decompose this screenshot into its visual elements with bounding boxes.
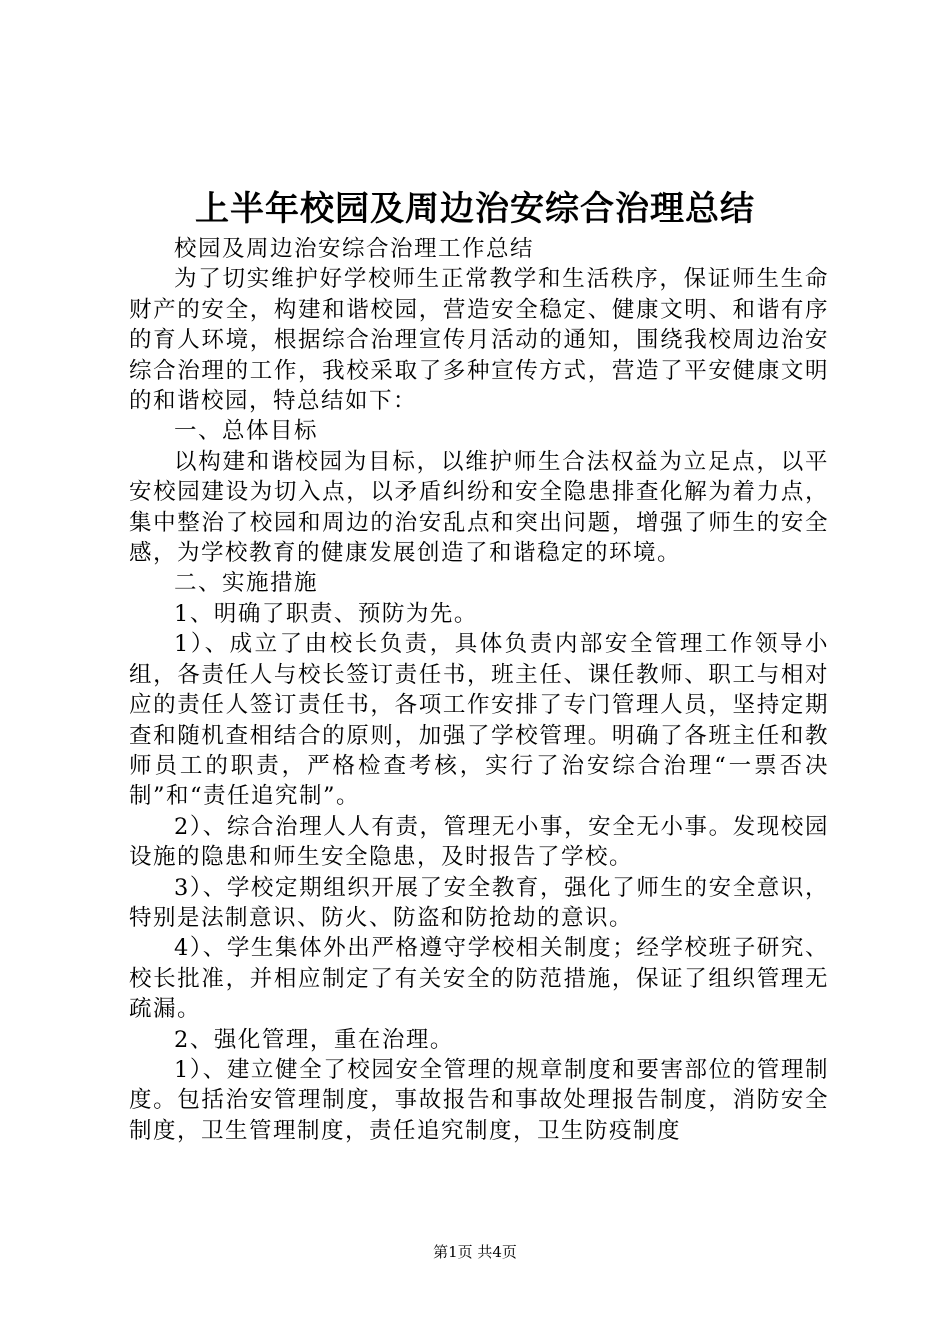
section-heading: 二、实施措施 — [174, 570, 319, 597]
subsection-heading: 2、强化管理，重在治理。 — [174, 1026, 454, 1053]
paragraph: 为了切实维护好学校师生正常教学和生活秩序，保证师生生命财产的安全，构建和谐校园，营造安全稳定、健康文明、和谐有序的育人环境，根据综合治理宣传月活动的通知，围绕我校周边治安综合治理的工作，我校采取了多种宣传方式，营造了平安健康文明的和谐校园，特总结如下： — [129, 266, 829, 415]
document-body — [129, 234, 829, 1146]
page-footer: 第1页 共4页 — [433, 1243, 517, 1261]
document-title: 上半年校园及周边治安综合治理总结 — [195, 189, 755, 229]
subsection-heading: 1、明确了职责、预防为先。 — [174, 600, 478, 627]
paragraph: 4）、学生集体外出严格遵守学校相关制度；经学校班子研究、校长批准，并相应制定了有关安全的防范措施，保证了组织管理无疏漏。 — [129, 935, 829, 1023]
paragraph: 3）、学校定期组织开展了安全教育，强化了师生的安全意识，特别是法制意识、防火、防盗和防抢劫的意识。 — [129, 874, 829, 931]
paragraph: 校园及周边治安综合治理工作总结 — [174, 236, 535, 262]
paragraph: 1）、成立了由校长负责，具体负责内部安全管理工作领导小组，各责任人与校长签订责任书，班主任、课任教师、职工与相对应的责任人签订责任书，各项工作安排了专门管理人员，坚持定期查和随机查相结合的原则，加强了学校管理。明确了各班主任和教师员工的职责，严格检查考核，实行了治安综合治理“一票否决制”和“责任追究制”。 — [129, 631, 829, 810]
section-heading: 一、总体目标 — [174, 418, 319, 445]
paragraph: 2）、综合治理人人有责，管理无小事，安全无小事。发现校园设施的隐患和师生安全隐患，及时报告了学校。 — [129, 813, 829, 871]
paragraph: 1）、建立健全了校园安全管理的规章制度和要害部位的管理制度。包括治安管理制度，事故报告和事故处理报告制度，消防安全制度，卫生管理制度，责任追究制度，卫生防疫制度 — [129, 1056, 829, 1144]
paragraph: 以构建和谐校园为目标，以维护师生合法权益为立足点，以平安校园建设为切入点，以矛盾纠纷和安全隐患排查化解为着力点，集中整治了校园和周边的治安乱点和突出问题，增强了师生的安全感，为学校教育的健康发展创造了和谐稳定的环境。 — [129, 448, 829, 567]
